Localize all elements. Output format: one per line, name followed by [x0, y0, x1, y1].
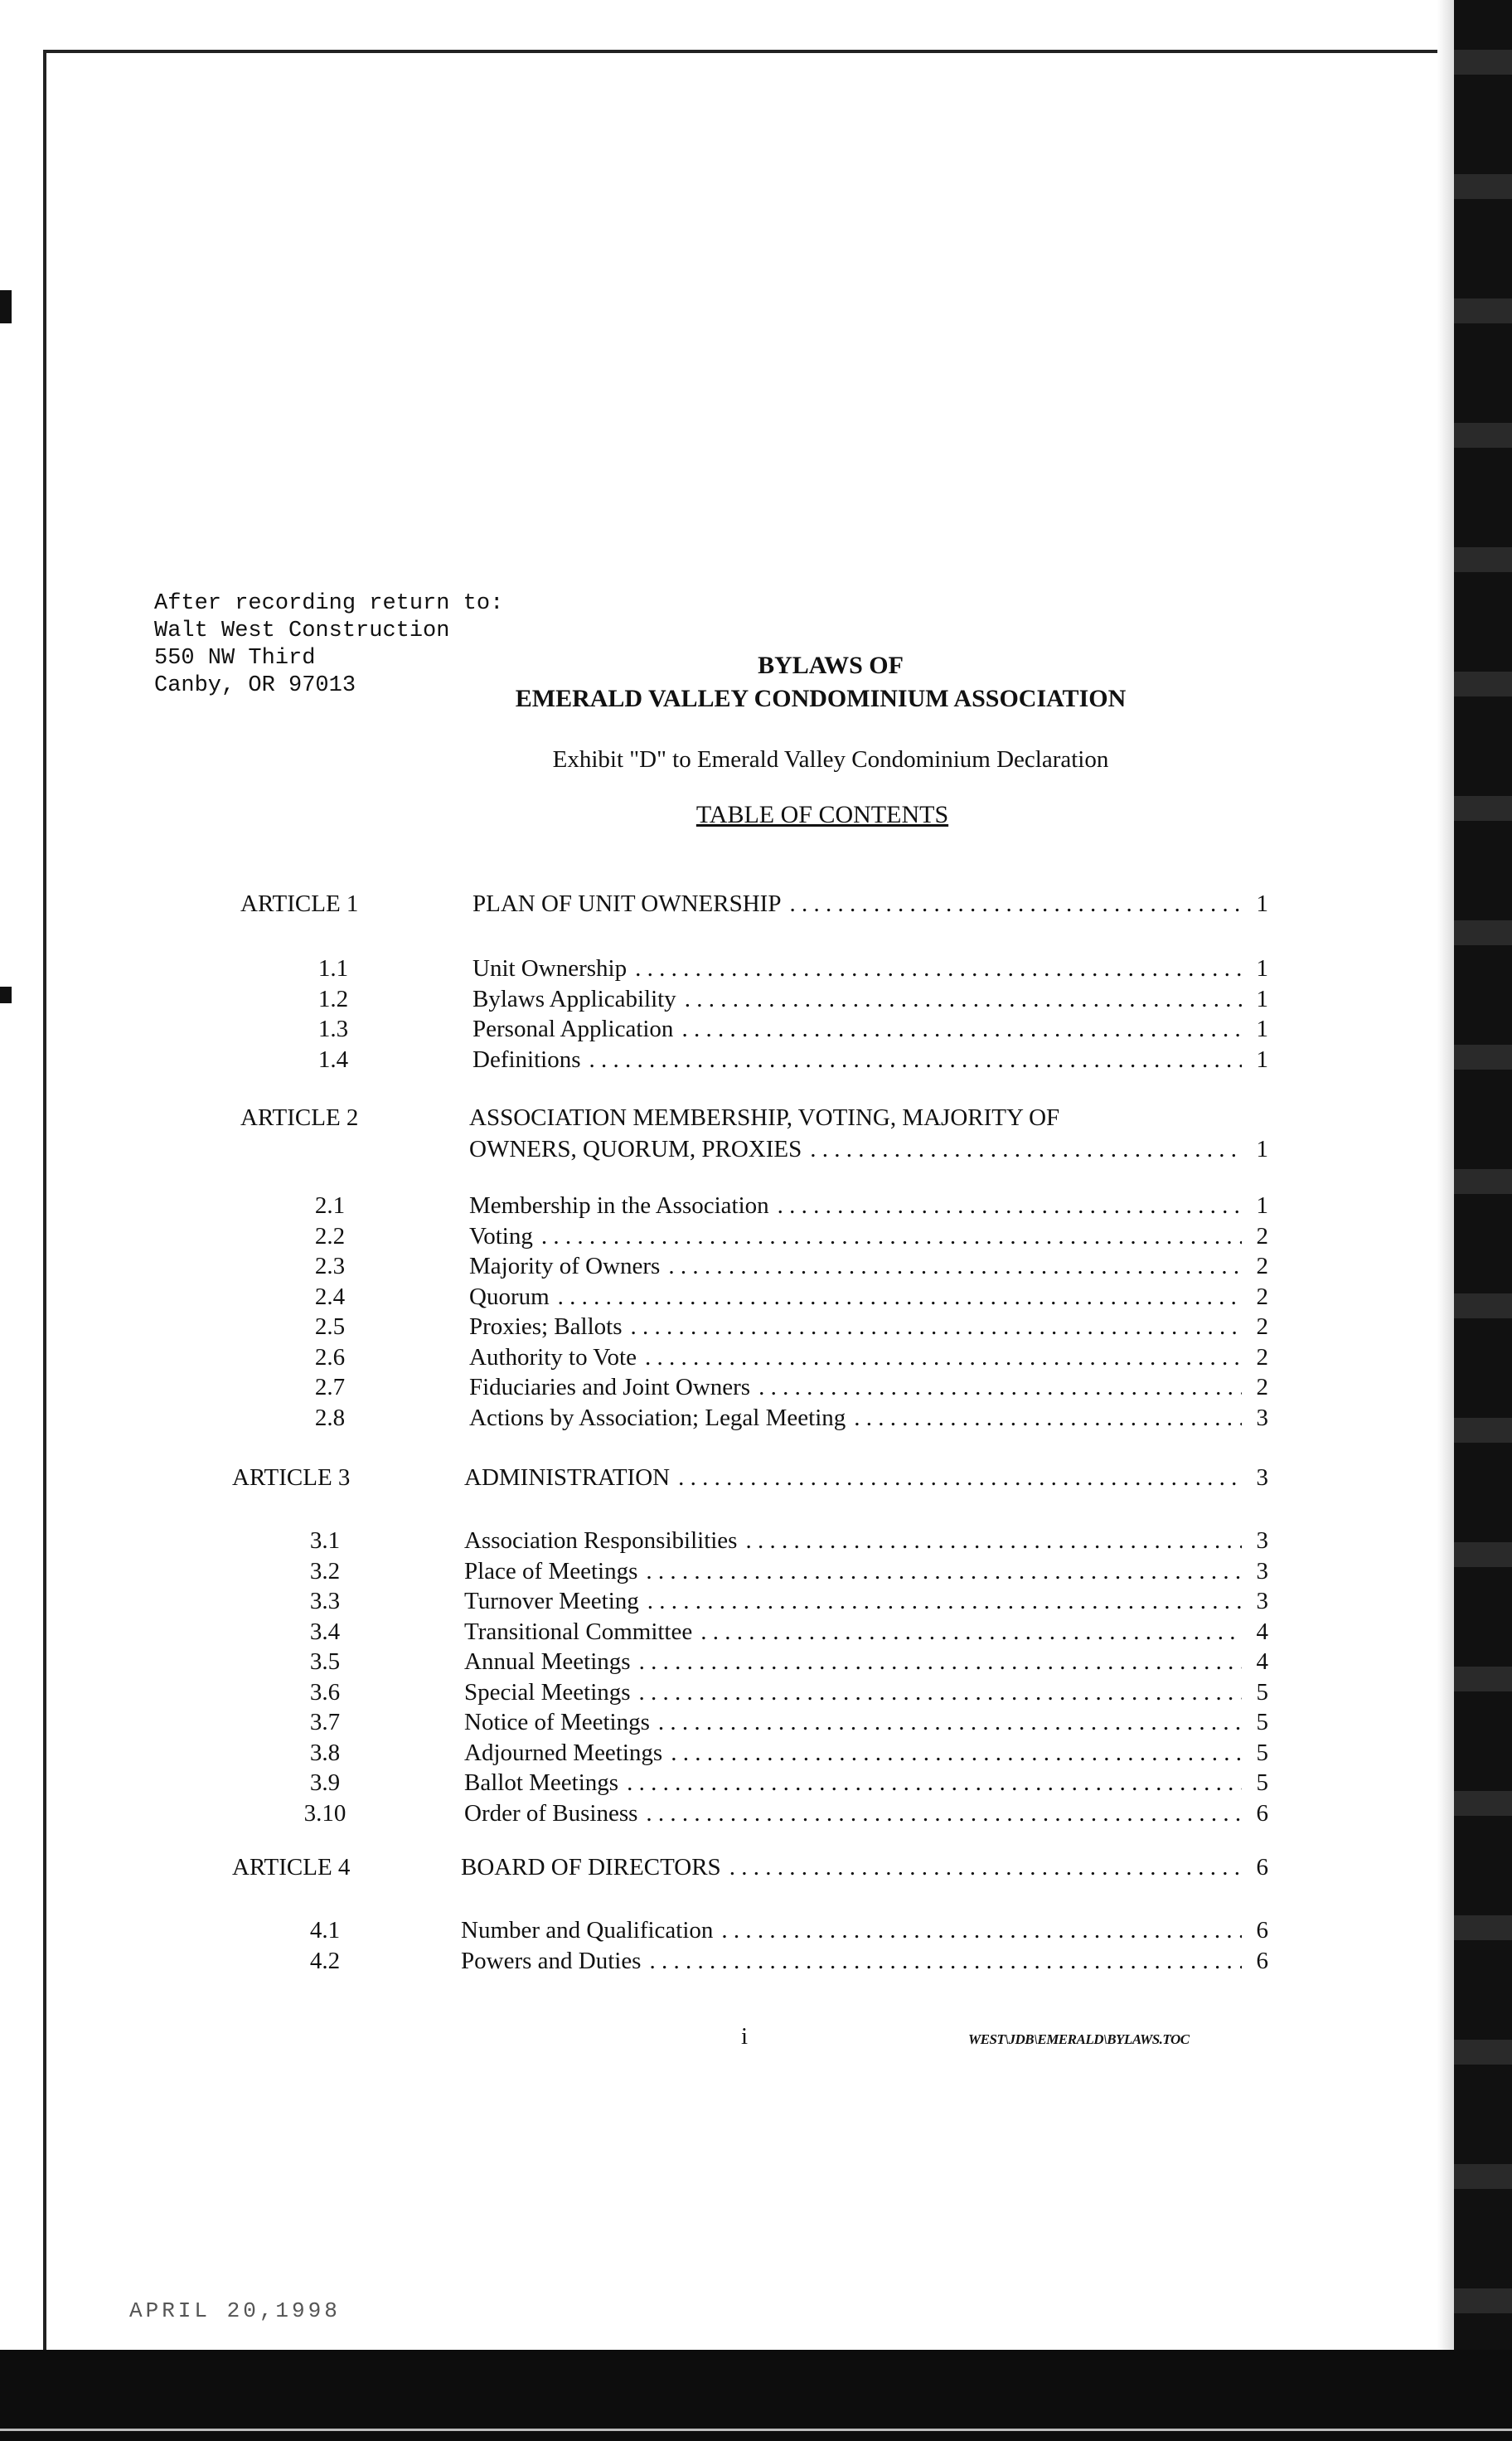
section-entry [469, 1282, 1268, 1312]
entry-title: Membership in the Association [469, 1192, 769, 1219]
section-number: 2.2 [314, 1222, 346, 1250]
exhibit-subtitle: Exhibit "D" to Emerald Valley Condominium Declaration [552, 746, 1109, 773]
entry-title: Association Responsibilities [464, 1527, 738, 1554]
section-entry [472, 1045, 1268, 1075]
entry-title: Quorum [469, 1283, 550, 1310]
entry-page: 1 [1256, 891, 1268, 917]
section-number: 1.3 [317, 1016, 349, 1042]
entry-page: 3 [1256, 1557, 1268, 1584]
entry-page: 1 [1256, 985, 1268, 1012]
entry-title: PLAN OF UNIT OWNERSHIP [472, 891, 782, 917]
section-number: 2.7 [314, 1374, 346, 1400]
section-entry [464, 1768, 1268, 1798]
section-number: 4.2 [309, 1947, 341, 1974]
entry-page: 6 [1256, 1917, 1268, 1944]
dot-leader [758, 1372, 1242, 1402]
section-entry [461, 1915, 1268, 1945]
section-entry [469, 1191, 1268, 1220]
dot-leader [541, 1221, 1242, 1251]
section-entry [472, 954, 1268, 983]
entry-title: Ballot Meetings [464, 1769, 619, 1796]
entry-page: 2 [1256, 1253, 1268, 1279]
entry-title: Transitional Committee [464, 1618, 693, 1645]
entry-page: 2 [1256, 1313, 1268, 1340]
entry-title: ADMINISTRATION [464, 1464, 671, 1491]
dot-leader [678, 1463, 1242, 1492]
scan-edge-right [1454, 0, 1512, 2441]
return-line: After recording return to: [154, 591, 504, 616]
dot-leader [646, 1556, 1242, 1586]
entry-page: 1 [1256, 1046, 1268, 1073]
toc-heading: TABLE OF CONTENTS [695, 801, 949, 828]
dot-leader [789, 889, 1242, 919]
entry-title: Fiduciaries and Joint Owners [469, 1374, 751, 1400]
dot-leader [681, 1014, 1242, 1044]
dot-leader [671, 1738, 1242, 1768]
dot-leader [685, 984, 1242, 1014]
section-number: 1.1 [317, 955, 349, 982]
dot-leader [854, 1403, 1242, 1433]
entry-title: Special Meetings [464, 1678, 631, 1706]
document-title-line1: BYLAWS OF [758, 652, 904, 679]
dot-leader [646, 1798, 1242, 1828]
entry-title: Definitions [472, 1046, 581, 1073]
entry-title: Majority of Owners [469, 1253, 661, 1279]
section-number: 3.8 [309, 1739, 341, 1766]
entry-page: 2 [1256, 1343, 1268, 1371]
section-number: 3.4 [309, 1618, 341, 1645]
entry-title: Bylaws Applicability [472, 985, 676, 1012]
section-number: 3.1 [309, 1527, 341, 1554]
entry-page: 4 [1256, 1648, 1268, 1675]
entry-title: Place of Meetings [464, 1557, 638, 1584]
dot-leader [745, 1526, 1242, 1555]
entry-title: Annual Meetings [464, 1648, 631, 1675]
entry-title: Powers and Duties [461, 1947, 642, 1974]
entry-page: 5 [1256, 1739, 1268, 1766]
entry-page: 6 [1256, 1947, 1268, 1974]
section-number: 3.5 [309, 1648, 341, 1675]
article-entry [472, 889, 1268, 919]
section-number: 2.5 [314, 1313, 346, 1340]
entry-title: OWNERS, QUORUM, PROXIES [469, 1136, 802, 1162]
entry-title: Number and Qualification [461, 1917, 714, 1944]
dot-leader [589, 1045, 1243, 1075]
entry-page: 1 [1256, 1016, 1268, 1042]
section-number: 2.1 [314, 1192, 346, 1219]
entry-page: 1 [1256, 955, 1268, 982]
entry-page: 2 [1256, 1222, 1268, 1250]
scan-edge-shadow [1437, 0, 1454, 2441]
scan-mark [0, 987, 12, 1003]
section-entry [472, 984, 1268, 1014]
dot-leader [721, 1915, 1242, 1945]
section-entry [469, 1342, 1268, 1372]
section-number: 3.10 [303, 1799, 346, 1827]
date-stamp: APRIL 20,1998 [129, 2298, 341, 2323]
scan-edge-line [0, 2429, 1512, 2431]
dot-leader [810, 1134, 1242, 1164]
scan-mark [0, 290, 12, 323]
section-number: 4.1 [309, 1917, 341, 1944]
article-title-line1: ASSOCIATION MEMBERSHIP, VOTING, MAJORITY OF [469, 1104, 1060, 1131]
section-entry [469, 1221, 1268, 1251]
entry-page: 5 [1256, 1769, 1268, 1796]
section-entry [472, 1014, 1268, 1044]
section-number: 3.7 [309, 1709, 341, 1735]
entry-page: 3 [1256, 1588, 1268, 1614]
section-entry [469, 1251, 1268, 1281]
article-entry [461, 1852, 1268, 1882]
article-label: ARTICLE 4 [232, 1854, 351, 1880]
entry-page: 3 [1256, 1404, 1268, 1431]
section-entry [464, 1617, 1268, 1647]
section-number: 3.2 [309, 1557, 341, 1584]
entry-title: Turnover Meeting [464, 1588, 639, 1614]
dot-leader [729, 1852, 1242, 1882]
section-entry [469, 1312, 1268, 1342]
entry-title: Voting [469, 1222, 533, 1250]
article-label: ARTICLE 1 [240, 891, 359, 917]
section-entry [464, 1647, 1268, 1677]
entry-title: Adjourned Meetings [464, 1739, 663, 1766]
section-number: 2.4 [314, 1283, 346, 1310]
entry-page: 1 [1256, 1136, 1268, 1162]
entry-title: Proxies; Ballots [469, 1313, 623, 1340]
section-entry [464, 1586, 1268, 1616]
entry-page: 3 [1256, 1527, 1268, 1554]
article-label: ARTICLE 3 [232, 1464, 351, 1491]
return-line: 550 NW Third [154, 646, 316, 671]
dot-leader [778, 1191, 1242, 1220]
dot-leader [700, 1617, 1242, 1647]
section-number: 2.8 [314, 1404, 346, 1431]
entry-page: 4 [1256, 1618, 1268, 1645]
dot-leader [649, 1946, 1242, 1976]
section-number: 1.2 [317, 985, 349, 1012]
section-entry [464, 1677, 1268, 1707]
entry-title: Notice of Meetings [464, 1709, 650, 1735]
section-number: 3.9 [309, 1769, 341, 1796]
section-entry [464, 1798, 1268, 1828]
section-entry [464, 1707, 1268, 1737]
entry-title: Authority to Vote [469, 1343, 637, 1371]
entry-title: Unit Ownership [472, 955, 628, 982]
entry-page: 2 [1256, 1283, 1268, 1310]
entry-page: 2 [1256, 1374, 1268, 1400]
dot-leader [668, 1251, 1242, 1281]
entry-title: Order of Business [464, 1799, 638, 1827]
section-number: 3.3 [309, 1588, 341, 1614]
section-entry [464, 1526, 1268, 1555]
section-number: 2.3 [314, 1253, 346, 1279]
entry-title: Personal Application [472, 1016, 674, 1042]
entry-title: Actions by Association; Legal Meeting [469, 1404, 846, 1431]
entry-page: 5 [1256, 1678, 1268, 1706]
section-number: 2.6 [314, 1343, 346, 1371]
dot-leader [647, 1586, 1242, 1616]
file-path: WEST\JDB\EMERALD\BYLAWS.TOC [968, 2031, 1190, 2047]
article-label: ARTICLE 2 [240, 1104, 359, 1131]
entry-page: 3 [1256, 1464, 1268, 1491]
article-entry [469, 1134, 1268, 1164]
section-entry [461, 1946, 1268, 1976]
scan-edge-bottom [0, 2350, 1512, 2441]
page-number: i [741, 2023, 749, 2050]
section-entry [469, 1403, 1268, 1433]
document-title-line2: EMERALD VALLEY CONDOMINIUM ASSOCIATION [515, 685, 1127, 712]
section-number: 3.6 [309, 1678, 341, 1706]
entry-page: 6 [1256, 1799, 1268, 1827]
entry-page: 1 [1256, 1192, 1268, 1219]
entry-title: BOARD OF DIRECTORS [461, 1854, 721, 1880]
dot-leader [639, 1647, 1242, 1677]
dot-leader [558, 1282, 1242, 1312]
return-line: Walt West Construction [154, 619, 450, 643]
return-line: Canby, OR 97013 [154, 673, 356, 698]
dot-leader [658, 1707, 1242, 1737]
dot-leader [635, 954, 1242, 983]
return-address [154, 590, 503, 700]
section-number: 1.4 [317, 1046, 349, 1073]
section-entry [464, 1738, 1268, 1768]
dot-leader [630, 1312, 1242, 1342]
dot-leader [639, 1677, 1242, 1707]
section-entry [464, 1556, 1268, 1586]
entry-page: 6 [1256, 1854, 1268, 1880]
section-entry [469, 1372, 1268, 1402]
article-entry [464, 1463, 1268, 1492]
entry-page: 5 [1256, 1709, 1268, 1735]
dot-leader [645, 1342, 1242, 1372]
dot-leader [627, 1768, 1242, 1798]
